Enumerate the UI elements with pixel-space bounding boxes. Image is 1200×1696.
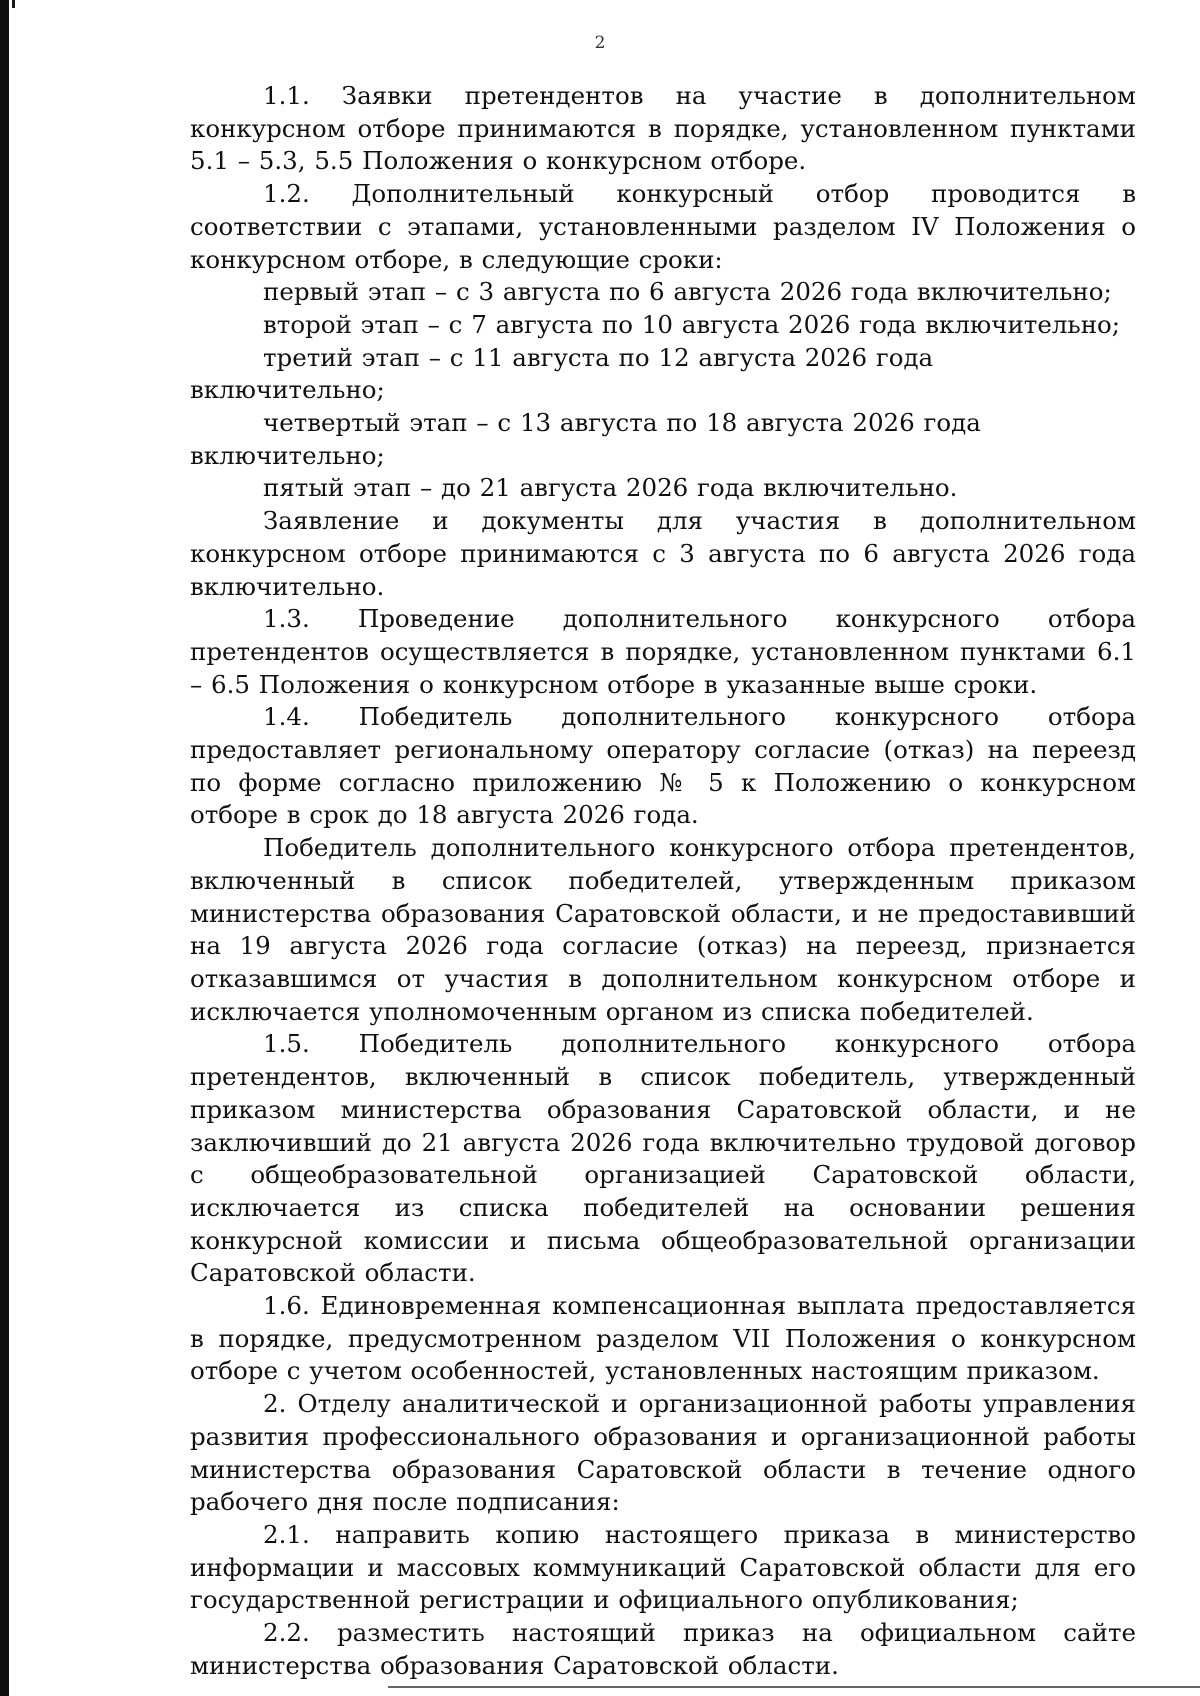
stage-5-line: пятый этап – до 21 августа 2026 года включительно.: [263, 473, 958, 503]
paragraph-2-1: 2.1. направить копию настоящего приказа в министерство информации и массовых коммуникаций Саратовской области для его государственной регистрации и официального опубликования;: [190, 1519, 1136, 1615]
bottom-divider: [388, 1686, 1200, 1688]
paragraph-1-1: 1.1. Заявки претендентов на участие в дополнительном конкурсном отборе принимаются в порядке, установленном пунктами 5.1 – 5.3, 5.5 Положения о конкурсном отборе.: [190, 81, 1136, 176]
paragraph-applications: Заявление и документы для участия в дополнительном конкурсном отборе принимаются с 3 августа по 6 августа 2026 года включительно.: [190, 506, 1136, 601]
paragraph-1-3: 1.3. Проведение дополнительного конкурсного отбора претендентов осуществляется в порядке, установленном пунктами 6.1 – 6.5 Положения о конкурсном отборе в указанные выше сроки.: [190, 604, 1136, 699]
paragraph-2: 2. Отделу аналитической и организационной работы управления развития профессионального образования и организационной работы министерства образования Саратовской области в течение одного рабочего дня после подписания:: [190, 1389, 1136, 1517]
paragraph-1-6: 1.6. Единовременная компенсационная выплата предоставляется в порядке, предусмотренном разделом VII Положения о конкурсном отборе с учетом особенностей, установленных настоящим приказом.: [190, 1291, 1136, 1386]
document-body: [190, 80, 1136, 1682]
stage-4-line: четвертый этап – с 13 августа по 18 августа 2026 года включительно;: [190, 408, 981, 470]
paragraph-1-5: 1.5. Победитель дополнительного конкурсного отбора претендентов, включенный в список победитель, утвержденный приказом министерства образования Саратовской области, и не заключивший до 21 августа 2026 года включительно трудовой договор с общеобразовательной организацией Саратовской области, исключается из списка победителей на основании решения конкурсной комиссии и письма общеобразовательной организации Саратовской области.: [190, 1029, 1136, 1288]
paragraph-1-4: 1.4. Победитель дополнительного конкурсного отбора предоставляет региональному оператору согласие (отказ) на переезд по форме согласно приложению № 5 к Положению о конкурсном отборе в срок до 18 августа 2026 года.: [190, 702, 1136, 830]
page-number: 2: [594, 33, 606, 53]
paragraph-2-2: 2.2. разместить настоящий приказ на официальном сайте министерства образования Саратовской области.: [190, 1618, 1136, 1680]
stage-1-line: первый этап – с 3 августа по 6 августа 2026 года включительно;: [263, 277, 1112, 307]
stage-3-line: третий этап – с 11 августа по 12 августа 2026 года включительно;: [190, 342, 934, 405]
stage-2-line: второй этап – с 7 августа по 10 августа 2026 года включительно;: [263, 309, 1121, 339]
scan-edge-mark: [12, 0, 15, 8]
paragraph-1-2: 1.2. Дополнительный конкурсный отбор проводится в соответствии с этапами, установленными разделом IV Положения о конкурсном отборе, в следующие сроки:: [190, 179, 1136, 274]
scan-edge-bar: [0, 0, 9, 1696]
paragraph-winner-consent: Победитель дополнительного конкурсного отбора претендентов, включенный в список победителей, утвержденным приказом министерства образования Саратовской области, и не предоставивший на 19 августа 2026 года согласие (отказ) на переезд, признается отказавшимся от участия в дополнительном конкурсном отборе и исключается уполномоченным органом из списка победителей.: [190, 833, 1136, 1026]
